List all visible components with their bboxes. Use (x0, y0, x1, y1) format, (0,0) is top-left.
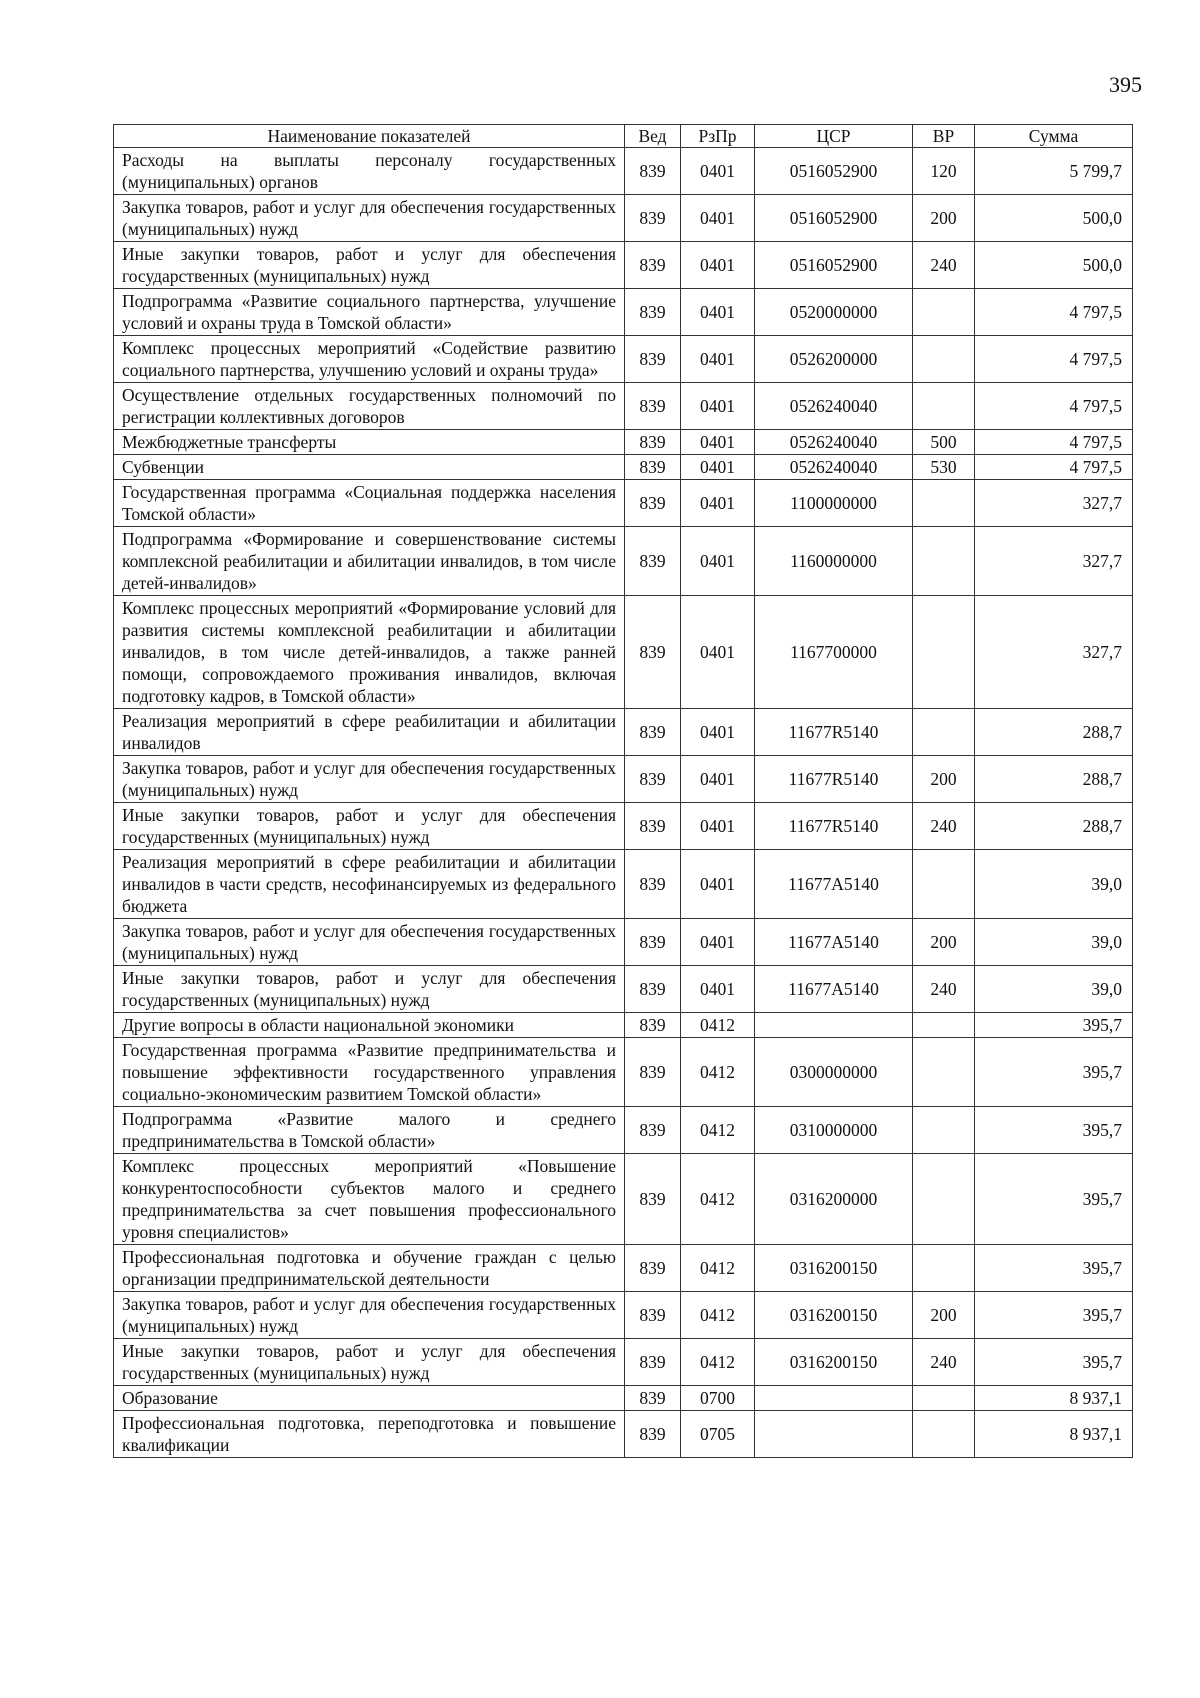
row-rzpr-cell: 0401 (681, 195, 755, 242)
table-row (114, 455, 1133, 480)
row-vr-cell (913, 383, 975, 430)
row-rzpr-cell: 0412 (681, 1038, 755, 1107)
row-name-cell: Другие вопросы в области национальной экономики (114, 1013, 625, 1038)
row-sum-cell: 4 797,5 (975, 430, 1133, 455)
row-vr-cell: 120 (913, 148, 975, 195)
table-body (114, 148, 1133, 1458)
row-name-cell: Профессиональная подготовка, переподготовка и повышение квалификации (114, 1411, 625, 1458)
row-ved-cell: 839 (625, 709, 681, 756)
row-ved-cell: 839 (625, 455, 681, 480)
row-sum-cell: 39,0 (975, 919, 1133, 966)
table-row (114, 596, 1133, 709)
table-row (114, 527, 1133, 596)
table-row (114, 1245, 1133, 1292)
row-ved-cell: 839 (625, 596, 681, 709)
row-rzpr-cell: 0401 (681, 480, 755, 527)
row-ved-cell: 839 (625, 1013, 681, 1038)
row-ved-cell: 839 (625, 1245, 681, 1292)
table-row (114, 1038, 1133, 1107)
row-csr-cell: 11677R5140 (755, 709, 913, 756)
table-header (114, 125, 1133, 148)
row-rzpr-cell: 0401 (681, 966, 755, 1013)
row-name-cell: Иные закупки товаров, работ и услуг для обеспечения государственных (муниципальных) нужд (114, 803, 625, 850)
row-name-cell: Закупка товаров, работ и услуг для обеспечения государственных (муниципальных) нужд (114, 1292, 625, 1339)
row-csr-cell: 0516052900 (755, 148, 913, 195)
table-row (114, 480, 1133, 527)
row-ved-cell: 839 (625, 383, 681, 430)
row-csr-cell (755, 1013, 913, 1038)
row-csr-cell: 0310000000 (755, 1107, 913, 1154)
row-vr-cell (913, 336, 975, 383)
row-name-cell: Подпрограмма «Формирование и совершенствование системы комплексной реабилитации и абилитации инвалидов, в том числе детей-инвалидов» (114, 527, 625, 596)
row-name-cell: Иные закупки товаров, работ и услуг для обеспечения государственных (муниципальных) нужд (114, 966, 625, 1013)
table-row (114, 1013, 1133, 1038)
row-sum-cell: 5 799,7 (975, 148, 1133, 195)
row-vr-cell (913, 1386, 975, 1411)
row-ved-cell: 839 (625, 148, 681, 195)
row-sum-cell: 4 797,5 (975, 336, 1133, 383)
row-ved-cell: 839 (625, 756, 681, 803)
row-vr-cell (913, 1038, 975, 1107)
row-csr-cell: 0516052900 (755, 242, 913, 289)
row-csr-cell: 11677A5140 (755, 966, 913, 1013)
row-csr-cell: 11677R5140 (755, 803, 913, 850)
row-sum-cell: 4 797,5 (975, 383, 1133, 430)
row-name-cell: Реализация мероприятий в сфере реабилитации и абилитации инвалидов в части средств, несофинансируемых из федерального бюджета (114, 850, 625, 919)
table-row (114, 289, 1133, 336)
row-sum-cell: 395,7 (975, 1107, 1133, 1154)
row-rzpr-cell: 0401 (681, 148, 755, 195)
table-row (114, 148, 1133, 195)
row-name-cell: Закупка товаров, работ и услуг для обеспечения государственных (муниципальных) нужд (114, 756, 625, 803)
row-vr-cell (913, 850, 975, 919)
row-rzpr-cell: 0401 (681, 709, 755, 756)
row-csr-cell: 11677R5140 (755, 756, 913, 803)
row-sum-cell: 288,7 (975, 709, 1133, 756)
table-row (114, 336, 1133, 383)
row-csr-cell (755, 1411, 913, 1458)
row-sum-cell: 395,7 (975, 1013, 1133, 1038)
table-row (114, 1292, 1133, 1339)
row-csr-cell: 0316200150 (755, 1339, 913, 1386)
row-vr-cell (913, 1411, 975, 1458)
row-rzpr-cell: 0412 (681, 1339, 755, 1386)
row-csr-cell: 1167700000 (755, 596, 913, 709)
row-sum-cell: 8 937,1 (975, 1386, 1133, 1411)
row-rzpr-cell: 0401 (681, 803, 755, 850)
row-name-cell: Подпрограмма «Развитие социального партнерства, улучшение условий и охраны труда в Томской области» (114, 289, 625, 336)
table-row (114, 803, 1133, 850)
row-name-cell: Образование (114, 1386, 625, 1411)
row-vr-cell: 240 (913, 242, 975, 289)
row-rzpr-cell: 0401 (681, 919, 755, 966)
row-rzpr-cell: 0401 (681, 289, 755, 336)
row-name-cell: Комплекс процессных мероприятий «Повышение конкурентоспособности субъектов малого и среднего предпринимательства за счет повышения профессионального уровня специалистов» (114, 1154, 625, 1245)
row-csr-cell: 0520000000 (755, 289, 913, 336)
row-csr-cell: 0526240040 (755, 430, 913, 455)
table-row (114, 709, 1133, 756)
row-sum-cell: 288,7 (975, 803, 1133, 850)
row-sum-cell: 39,0 (975, 850, 1133, 919)
row-csr-cell: 11677A5140 (755, 919, 913, 966)
row-vr-cell: 200 (913, 756, 975, 803)
row-ved-cell: 839 (625, 1386, 681, 1411)
table-row (114, 1411, 1133, 1458)
table-row (114, 756, 1133, 803)
row-ved-cell: 839 (625, 480, 681, 527)
row-vr-cell: 200 (913, 1292, 975, 1339)
row-name-cell: Подпрограмма «Развитие малого и среднего предпринимательства в Томской области» (114, 1107, 625, 1154)
row-rzpr-cell: 0401 (681, 336, 755, 383)
row-name-cell: Комплекс процессных мероприятий «Содействие развитию социального партнерства, улучшению условий и охраны труда» (114, 336, 625, 383)
table-row (114, 1107, 1133, 1154)
row-ved-cell: 839 (625, 850, 681, 919)
row-ved-cell: 839 (625, 803, 681, 850)
row-vr-cell (913, 1013, 975, 1038)
row-csr-cell: 0526240040 (755, 455, 913, 480)
row-ved-cell: 839 (625, 430, 681, 455)
row-csr-cell: 0516052900 (755, 195, 913, 242)
row-sum-cell: 4 797,5 (975, 455, 1133, 480)
page-number: 395 (1109, 72, 1142, 97)
row-ved-cell: 839 (625, 966, 681, 1013)
header-vr: ВР (913, 125, 975, 148)
row-vr-cell: 200 (913, 919, 975, 966)
row-vr-cell (913, 480, 975, 527)
row-name-cell: Расходы на выплаты персоналу государственных (муниципальных) органов (114, 148, 625, 195)
row-csr-cell: 0300000000 (755, 1038, 913, 1107)
row-ved-cell: 839 (625, 1411, 681, 1458)
row-csr-cell: 11677A5140 (755, 850, 913, 919)
row-name-cell: Иные закупки товаров, работ и услуг для обеспечения государственных (муниципальных) нужд (114, 242, 625, 289)
row-sum-cell: 500,0 (975, 242, 1133, 289)
row-name-cell: Государственная программа «Развитие предпринимательства и повышение эффективности государственного управления социально-экономическим развитием Томской области» (114, 1038, 625, 1107)
table-row (114, 195, 1133, 242)
row-rzpr-cell: 0401 (681, 430, 755, 455)
row-sum-cell: 395,7 (975, 1154, 1133, 1245)
row-name-cell: Иные закупки товаров, работ и услуг для обеспечения государственных (муниципальных) нужд (114, 1339, 625, 1386)
row-ved-cell: 839 (625, 289, 681, 336)
row-vr-cell: 200 (913, 195, 975, 242)
budget-table (113, 124, 1133, 1458)
row-vr-cell: 530 (913, 455, 975, 480)
row-name-cell: Закупка товаров, работ и услуг для обеспечения государственных (муниципальных) нужд (114, 919, 625, 966)
row-sum-cell: 395,7 (975, 1292, 1133, 1339)
row-rzpr-cell: 0401 (681, 527, 755, 596)
row-rzpr-cell: 0401 (681, 455, 755, 480)
row-sum-cell: 500,0 (975, 195, 1133, 242)
row-name-cell: Государственная программа «Социальная поддержка населения Томской области» (114, 480, 625, 527)
row-ved-cell: 839 (625, 527, 681, 596)
row-ved-cell: 839 (625, 919, 681, 966)
row-vr-cell: 240 (913, 966, 975, 1013)
row-rzpr-cell: 0705 (681, 1411, 755, 1458)
row-sum-cell: 8 937,1 (975, 1411, 1133, 1458)
row-vr-cell: 240 (913, 803, 975, 850)
row-vr-cell (913, 527, 975, 596)
header-rzpr: РзПр (681, 125, 755, 148)
row-ved-cell: 839 (625, 1107, 681, 1154)
table-row (114, 966, 1133, 1013)
table-row (114, 850, 1133, 919)
row-ved-cell: 839 (625, 1038, 681, 1107)
row-rzpr-cell: 0401 (681, 242, 755, 289)
header-csr: ЦСР (755, 125, 913, 148)
row-sum-cell: 327,7 (975, 480, 1133, 527)
row-sum-cell: 327,7 (975, 596, 1133, 709)
row-rzpr-cell: 0401 (681, 850, 755, 919)
row-rzpr-cell: 0412 (681, 1292, 755, 1339)
row-ved-cell: 839 (625, 336, 681, 383)
row-vr-cell (913, 1154, 975, 1245)
row-rzpr-cell: 0412 (681, 1013, 755, 1038)
row-ved-cell: 839 (625, 242, 681, 289)
row-vr-cell: 500 (913, 430, 975, 455)
row-ved-cell: 839 (625, 1292, 681, 1339)
row-csr-cell: 1100000000 (755, 480, 913, 527)
row-sum-cell: 39,0 (975, 966, 1133, 1013)
table-row (114, 1339, 1133, 1386)
row-ved-cell: 839 (625, 195, 681, 242)
row-ved-cell: 839 (625, 1339, 681, 1386)
table-row (114, 919, 1133, 966)
table-row (114, 430, 1133, 455)
row-vr-cell (913, 1245, 975, 1292)
row-csr-cell: 1160000000 (755, 527, 913, 596)
row-sum-cell: 327,7 (975, 527, 1133, 596)
row-sum-cell: 288,7 (975, 756, 1133, 803)
row-rzpr-cell: 0401 (681, 383, 755, 430)
row-rzpr-cell: 0412 (681, 1154, 755, 1245)
row-rzpr-cell: 0401 (681, 596, 755, 709)
row-csr-cell: 0526200000 (755, 336, 913, 383)
row-csr-cell: 0526240040 (755, 383, 913, 430)
row-csr-cell: 0316200150 (755, 1292, 913, 1339)
row-rzpr-cell: 0412 (681, 1245, 755, 1292)
row-vr-cell (913, 289, 975, 336)
row-sum-cell: 395,7 (975, 1038, 1133, 1107)
row-name-cell: Субвенции (114, 455, 625, 480)
row-name-cell: Межбюджетные трансферты (114, 430, 625, 455)
row-sum-cell: 395,7 (975, 1339, 1133, 1386)
row-name-cell: Осуществление отдельных государственных полномочий по регистрации коллективных договоров (114, 383, 625, 430)
header-name: Наименование показателей (114, 125, 625, 148)
header-row (114, 125, 1133, 148)
table-row (114, 383, 1133, 430)
row-name-cell: Профессиональная подготовка и обучение граждан с целью организации предпринимательской деятельности (114, 1245, 625, 1292)
row-rzpr-cell: 0401 (681, 756, 755, 803)
row-rzpr-cell: 0700 (681, 1386, 755, 1411)
row-csr-cell: 0316200150 (755, 1245, 913, 1292)
row-vr-cell (913, 596, 975, 709)
row-vr-cell (913, 709, 975, 756)
table-row (114, 242, 1133, 289)
row-rzpr-cell: 0412 (681, 1107, 755, 1154)
row-sum-cell: 4 797,5 (975, 289, 1133, 336)
row-vr-cell: 240 (913, 1339, 975, 1386)
row-csr-cell: 0316200000 (755, 1154, 913, 1245)
header-ved: Вед (625, 125, 681, 148)
table-row (114, 1386, 1133, 1411)
row-vr-cell (913, 1107, 975, 1154)
row-csr-cell (755, 1386, 913, 1411)
row-name-cell: Комплекс процессных мероприятий «Формирование условий для развития системы комплексной реабилитации и абилитации инвалидов, в том числе детей-инвалидов, а также ранней помощи, сопровождаемого проживания инвалидов, включая подготовку кадров, в Томской области» (114, 596, 625, 709)
row-ved-cell: 839 (625, 1154, 681, 1245)
row-sum-cell: 395,7 (975, 1245, 1133, 1292)
row-name-cell: Реализация мероприятий в сфере реабилитации и абилитации инвалидов (114, 709, 625, 756)
header-sum: Сумма (975, 125, 1133, 148)
row-name-cell: Закупка товаров, работ и услуг для обеспечения государственных (муниципальных) нужд (114, 195, 625, 242)
table-row (114, 1154, 1133, 1245)
